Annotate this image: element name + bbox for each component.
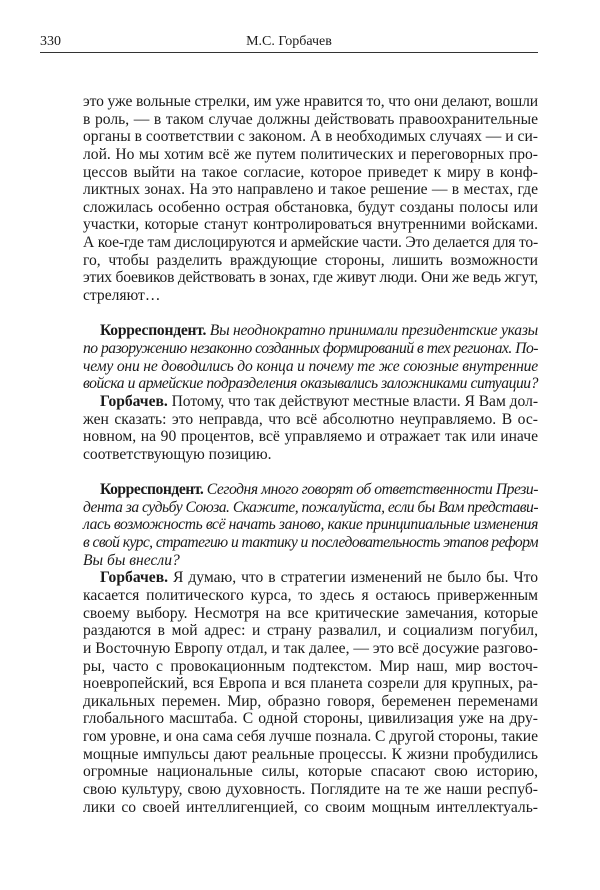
text-line [83, 728, 538, 746]
line-text: раздаются в мой адрес: и страну развалил, и социализм погубил, [83, 622, 538, 640]
speaker-name: Горбачев. [100, 392, 168, 410]
speaker-name: Корреспондент. [100, 481, 204, 499]
text-line [83, 287, 538, 305]
line-text: глобального масштаба. С одной стороны, цивилизация уже на дру- [83, 710, 538, 728]
line-text: жен сказать: это неправда, что всё абсолютно неуправляемо. В ос- [83, 410, 538, 428]
text-line [83, 411, 538, 429]
line-text: мощные импульсы дают реальные процессы. К жизни пробудились [83, 745, 538, 763]
text-line [83, 552, 538, 570]
line-text: участки, которые станут контролироваться внутренними войсками. [83, 216, 538, 234]
line-text: этих боевиков действовать в зонах, где живут люди. Они же ведь жгут, [83, 269, 538, 287]
text-line [83, 499, 538, 517]
line-text: ноевропейский, вся Европа и вся планета созрели для крупных, ра- [83, 675, 538, 693]
line-text: соответствующую позицию. [83, 445, 272, 463]
page-body [83, 93, 538, 816]
text-line [83, 763, 538, 781]
line-text: лики со своей интеллигенцией, со своим мощным интеллектуаль- [83, 798, 538, 816]
line-text: ры, часто с провокационным подтекстом. Мир наш, мир восточ- [83, 657, 538, 675]
text-line [83, 605, 538, 623]
line-text: Вы бы внесли? [83, 551, 180, 569]
text-line [83, 216, 538, 234]
text-line [83, 93, 538, 111]
line-text: гом уровне, и она сама себя лучше познала. С другой стороны, такие [83, 728, 538, 746]
text-line [83, 693, 538, 711]
text-line [83, 446, 538, 464]
dialogue-paragraph [83, 481, 538, 569]
text-line [83, 252, 538, 270]
line-text: касается политического курса, то здесь я остаюсь приверженным [83, 586, 538, 604]
dialogue-paragraph [83, 569, 538, 816]
text-line [83, 710, 538, 728]
text-line [83, 746, 538, 764]
line-text: по разоружению незаконно созданных формирований в тех регионах. По- [83, 339, 538, 357]
line-text: А кое-где там дислоцируются и армейские части. Это делается для то- [83, 234, 538, 252]
text-line [83, 481, 538, 499]
text-line [83, 234, 538, 252]
line-text: дента за судьбу Союза. Скажите, пожалуйста, если бы Вам представи- [83, 498, 538, 516]
paragraph-gap [83, 463, 538, 481]
text-line [83, 799, 538, 817]
text-line [83, 516, 538, 534]
line-text: лой. Но мы хотим всё же путем политических и переговорных про- [83, 145, 538, 163]
text-line [83, 569, 538, 587]
line-text: стреляют… [83, 287, 161, 305]
text-paragraph [83, 93, 538, 305]
text-line [83, 675, 538, 693]
line-text: Потому, что так действуют местные власти. Я Вам дол- [171, 392, 538, 410]
line-text: войска и армейские подразделения оказывались заложниками ситуации? [83, 375, 539, 393]
text-line [83, 393, 538, 411]
text-line [83, 269, 538, 287]
text-line [83, 322, 538, 340]
line-text: Я думаю, что в стратегии изменений не было бы. Что [173, 569, 538, 587]
running-title: М.С. Горбачев [246, 34, 332, 49]
text-line [83, 199, 538, 217]
line-text: Вы неоднократно принимали президентские указы [209, 322, 538, 340]
line-text: лась возможность всё начать заново, какие принципиальные изменения [83, 516, 538, 534]
dialogue-paragraph [83, 322, 538, 393]
line-text: ликтных зонах. На это направлено и такое решение — в местах, где [83, 181, 538, 199]
text-line [83, 111, 538, 129]
line-text: и Восточную Европу отдал, и так далее, — это всё досужие разгово- [83, 639, 538, 657]
text-line [83, 181, 538, 199]
line-text: огромные национальные силы, которые спасают свою историю, [83, 763, 538, 781]
text-line [83, 375, 538, 393]
text-line [83, 781, 538, 799]
text-line [83, 658, 538, 676]
text-line [83, 587, 538, 605]
running-header [40, 32, 538, 53]
text-line [83, 128, 538, 146]
line-text: своему выбору. Несмотря на все критические замечания, которые [83, 604, 538, 622]
page-number: 330 [40, 34, 61, 49]
text-line [83, 164, 538, 182]
line-text: сложилась особенно острая обстановка, будут созданы полосы или [83, 198, 538, 216]
text-line [83, 640, 538, 658]
paragraph-gap [83, 305, 538, 323]
line-text: органы в соответствии с законом. А в необходимых случаях — и си- [83, 128, 538, 146]
line-text: чему они не доводились до конца и почему те же союзные внутренние [83, 357, 538, 375]
line-text: Сегодня много говорят об ответственности Прези- [206, 481, 538, 499]
dialogue-paragraph [83, 393, 538, 464]
line-text: новном, на 90 процентов, всё управляемо и отражает так или иначе [83, 428, 538, 446]
speaker-name: Корреспондент. [100, 322, 207, 340]
text-line [83, 428, 538, 446]
text-line [83, 340, 538, 358]
line-text: свою культуру, свою духовность. Поглядите на те же наши респуб- [83, 780, 538, 798]
line-text: го, чтобы разделить враждующие стороны, лишить возможности [83, 251, 538, 269]
line-text: это уже вольные стрелки, им уже нравится то, что они делают, вошли [83, 93, 538, 110]
text-line [83, 146, 538, 164]
line-text: в роль, — в таком случае должны действовать правоохранительные [83, 110, 539, 128]
text-line [83, 534, 538, 552]
line-text: цессов выйти на такое согласие, которое приведет к миру в конф- [83, 163, 538, 181]
text-line [83, 358, 538, 376]
text-line [83, 622, 538, 640]
line-text: дикальных перемен. Мир, образно говоря, беременен переменами [83, 692, 538, 710]
line-text: в свой курс, стратегию и тактику и последовательность этапов реформ [83, 534, 538, 552]
speaker-name: Горбачев. [100, 569, 169, 587]
